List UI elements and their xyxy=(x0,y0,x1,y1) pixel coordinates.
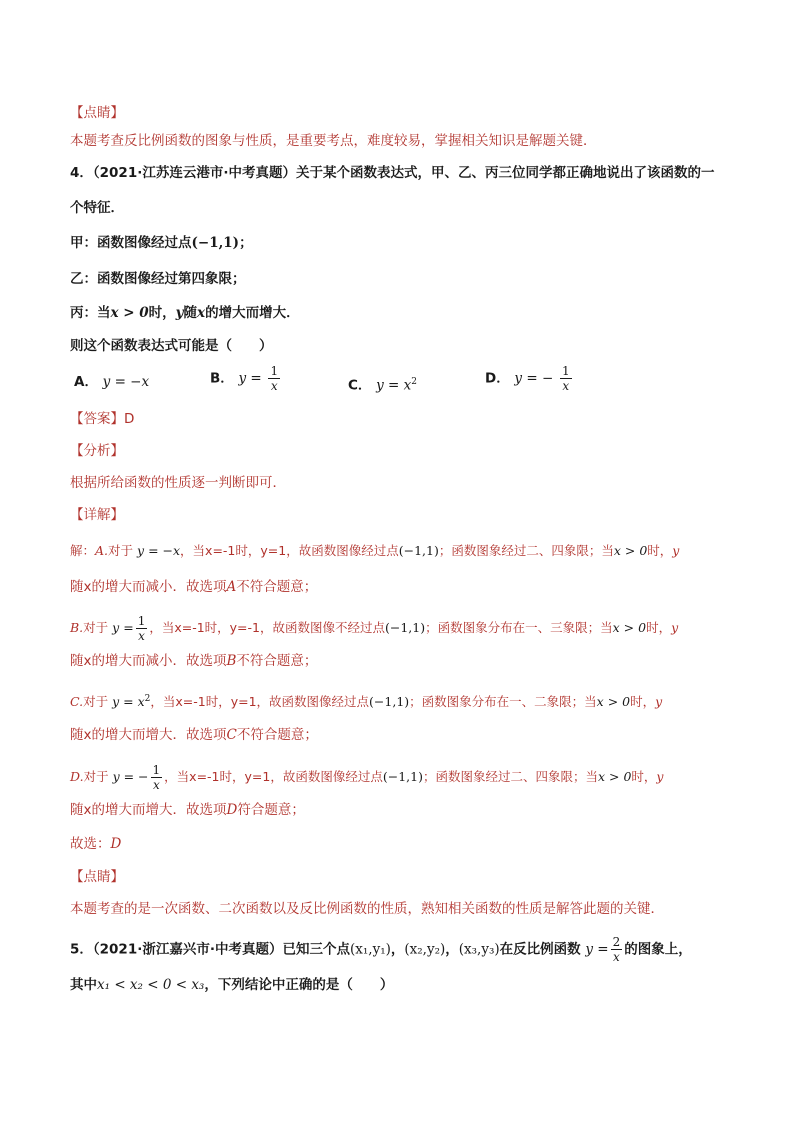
answer: 【答案】D xyxy=(70,411,135,427)
xiangjie-b-line2: 随x的增大而减小．故选项B不符合题意； xyxy=(70,653,318,669)
xiangjie-b-line1: B.对于 y = $\frac{1}{x}$ ，当x=-1时，y=-1，故函数图像不经过点(−1,1)；函数图象分布在一、三象限；当x > 0时，y xyxy=(70,614,679,643)
xiangjie-c-line2: 随x的增大而增大．故选项C不符合题意； xyxy=(70,727,318,743)
q4-ask: 则这个函数表达式可能是（ ） xyxy=(70,338,273,354)
xiangjie-b-fraction: $\frac{1}{x}$ xyxy=(137,614,146,643)
final-choice: 故选：D xyxy=(70,836,122,852)
xiangjie-c-line1: C.对于 $y = x^2$，当x=-1时，y=1，故函数图像经过点(−1,1)；函数图象分布在一、二象限；当x > 0时，y xyxy=(70,694,663,710)
q4-stem-line2: 个特征． xyxy=(70,200,124,216)
option-c: C． $y = x^2$ xyxy=(348,377,417,394)
dianjing-label-2: 【点睛】 xyxy=(70,869,124,885)
q4-condition-yi: 乙：函数图像经过第四象限； xyxy=(70,271,246,287)
q4-point: (−1,1) xyxy=(191,235,240,251)
fenxi-label: 【分析】 xyxy=(70,443,124,459)
option-b: B． y = $\frac{1}{x}$ xyxy=(210,364,279,393)
q4-options xyxy=(70,364,734,404)
option-d-fraction: $\frac{1}{x}$ xyxy=(561,364,570,393)
dianjing-label-1: 【点睛】 xyxy=(70,105,124,121)
dianjing-text-2: 本题考查的是一次函数、二次函数以及反比例函数的性质，熟知相关函数的性质是解答此题的关键． xyxy=(70,901,664,917)
dianjing-text-1: 本题考查反比例函数的图象与性质，是重要考点，难度较易，掌握相关知识是解题关键． xyxy=(70,133,597,149)
q5-fraction: $\frac{2}{x}$ xyxy=(612,935,621,964)
xiangjie-d-fraction: $\frac{1}{x}$ xyxy=(152,763,161,792)
xiangjie-a-line1: 解：A.对于 y = −x，当x=-1时，y=1，故函数图像经过点(−1,1)；函数图象经过二、四象限；当x > 0时，y xyxy=(70,543,680,558)
option-a: A． y = −x xyxy=(74,374,150,390)
q5-stem-line2: 其中x₁ < x₂ < 0 < x₃，下列结论中正确的是（ ） xyxy=(70,977,394,993)
xiangjie-a-line2: 随x的增大而减小．故选项A不符合题意； xyxy=(70,579,318,595)
option-d: D． y = − $\frac{1}{x}$ xyxy=(485,364,570,393)
q5-stem-line1: 5．（2021·浙江嘉兴市·中考真题）已知三个点(x₁,y₁)，(x₂,y₂)，(x₃,y₃)在反比例函数 y = $\frac{2}{x}$ 的图象上， xyxy=(70,935,692,964)
xiangjie-d-line2: 随x的增大而增大．故选项D符合题意； xyxy=(70,802,305,818)
q4-stem-line1: 4．（2021·江苏连云港市·中考真题）关于某个函数表达式，甲、乙、丙三位同学都正确地说出了该函数的一 xyxy=(70,165,715,181)
xiangjie-label: 【详解】 xyxy=(70,507,124,523)
q4-condition-bing: 丙：当x > 0时，y随x的增大而增大． xyxy=(70,305,300,321)
xiangjie-d-line1: D.对于 y = − $\frac{1}{x}$ ，当x=-1时，y=1，故函数图像经过点(−1,1)；函数图象经过二、四象限；当x > 0时，y xyxy=(70,763,664,792)
fenxi-text: 根据所给函数的性质逐一判断即可． xyxy=(70,475,286,491)
q4-condition-jia: 甲：函数图像经过点(−1,1)； xyxy=(70,235,253,251)
option-b-fraction: $\frac{1}{x}$ xyxy=(270,364,279,393)
